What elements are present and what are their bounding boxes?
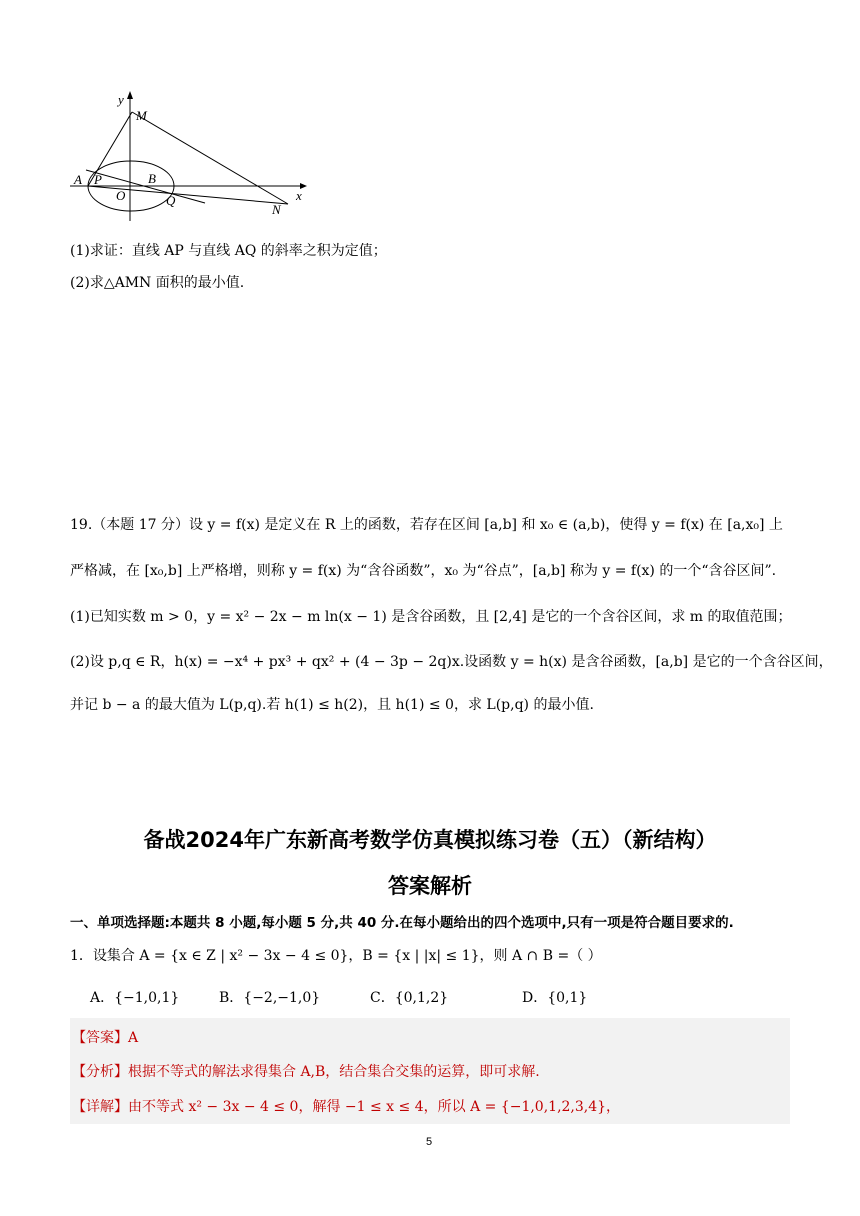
label-Q: Q — [166, 193, 176, 208]
analysis-line: 【分析】根据不等式的解法求得集合 A,B，结合集合交集的运算，即可求解. — [72, 1064, 540, 1080]
q1-option-c: C．{0,1,2} — [370, 990, 449, 1006]
label-y: y — [118, 92, 124, 107]
label-x: x — [296, 188, 302, 203]
label-B: B — [148, 171, 156, 186]
q19-line5: 并记 b − a 的最大值为 L(p,q).若 h(1) ≤ h(2)，且 h(1) ≤ 0，求 L(p,q) 的最小值. — [70, 697, 594, 713]
y-axis-arrow — [127, 91, 133, 99]
ellipse-figure — [60, 86, 320, 226]
q1-stem: 1．设集合 A = {x ∈ Z | x² − 3x − 4 ≤ 0}，B = {x | |x| ≤ 1}，则 A ∩ B =（ ） — [70, 948, 602, 964]
label-M: M — [136, 108, 147, 123]
label-A: A — [74, 172, 82, 187]
q18-part1: (1)求证：直线 AP 与直线 AQ 的斜率之积为定值； — [70, 243, 387, 259]
q1-option-d: D．{0,1} — [522, 990, 588, 1006]
q18-part2: (2)求△AMN 面积的最小值. — [70, 275, 245, 291]
line-M-N — [132, 112, 288, 204]
label-O: O — [116, 188, 126, 203]
page-subtitle: 答案解析 — [388, 874, 472, 898]
q19-line2: 严格减，在 [x₀,b] 上严格增，则称 y = f(x) 为“含谷函数”，x₀ 为“谷点”，[a,b] 称为 y = f(x) 的一个“含谷区间”. — [70, 563, 777, 579]
section-header: 一、单项选择题:本题共 8 小题,每小题 5 分,共 40 分.在每小题给出的四个选项中,只有一项是符合题目要求的. — [70, 915, 734, 931]
answer-line: 【答案】A — [72, 1030, 139, 1046]
detail-line: 【详解】由不等式 x² − 3x − 4 ≤ 0，解得 −1 ≤ x ≤ 4，所以 A = {−1,0,1,2,3,4}， — [72, 1099, 621, 1115]
q1-option-b: B．{−2,−1,0} — [219, 990, 321, 1006]
label-N: N — [272, 202, 281, 217]
page-number: 5 — [426, 1136, 433, 1148]
page-title: 备战2024年广东新高考数学仿真模拟练习卷（五）（新结构） — [143, 828, 717, 852]
q19-line1: 19.（本题 17 分）设 y = f(x) 是定义在 R 上的函数，若存在区间 [a,b] 和 x₀ ∈ (a,b)，使得 y = f(x) 在 [a,x₀] 上 — [70, 517, 783, 533]
q19-line3: (1)已知实数 m > 0，y = x² − 2x − m ln(x − 1) 是含谷函数，且 [2,4] 是它的一个含谷区间，求 m 的取值范围； — [70, 609, 792, 625]
label-P: P — [94, 172, 102, 187]
q19-line4: (2)设 p,q ∈ R，h(x) = −x⁴ + px³ + qx² + (4 − 3p − 2q)x.设函数 y = h(x) 是含谷函数，[a,b] 是它的一个含谷区间， — [70, 654, 833, 670]
q1-option-a: A．{−1,0,1} — [90, 990, 180, 1006]
